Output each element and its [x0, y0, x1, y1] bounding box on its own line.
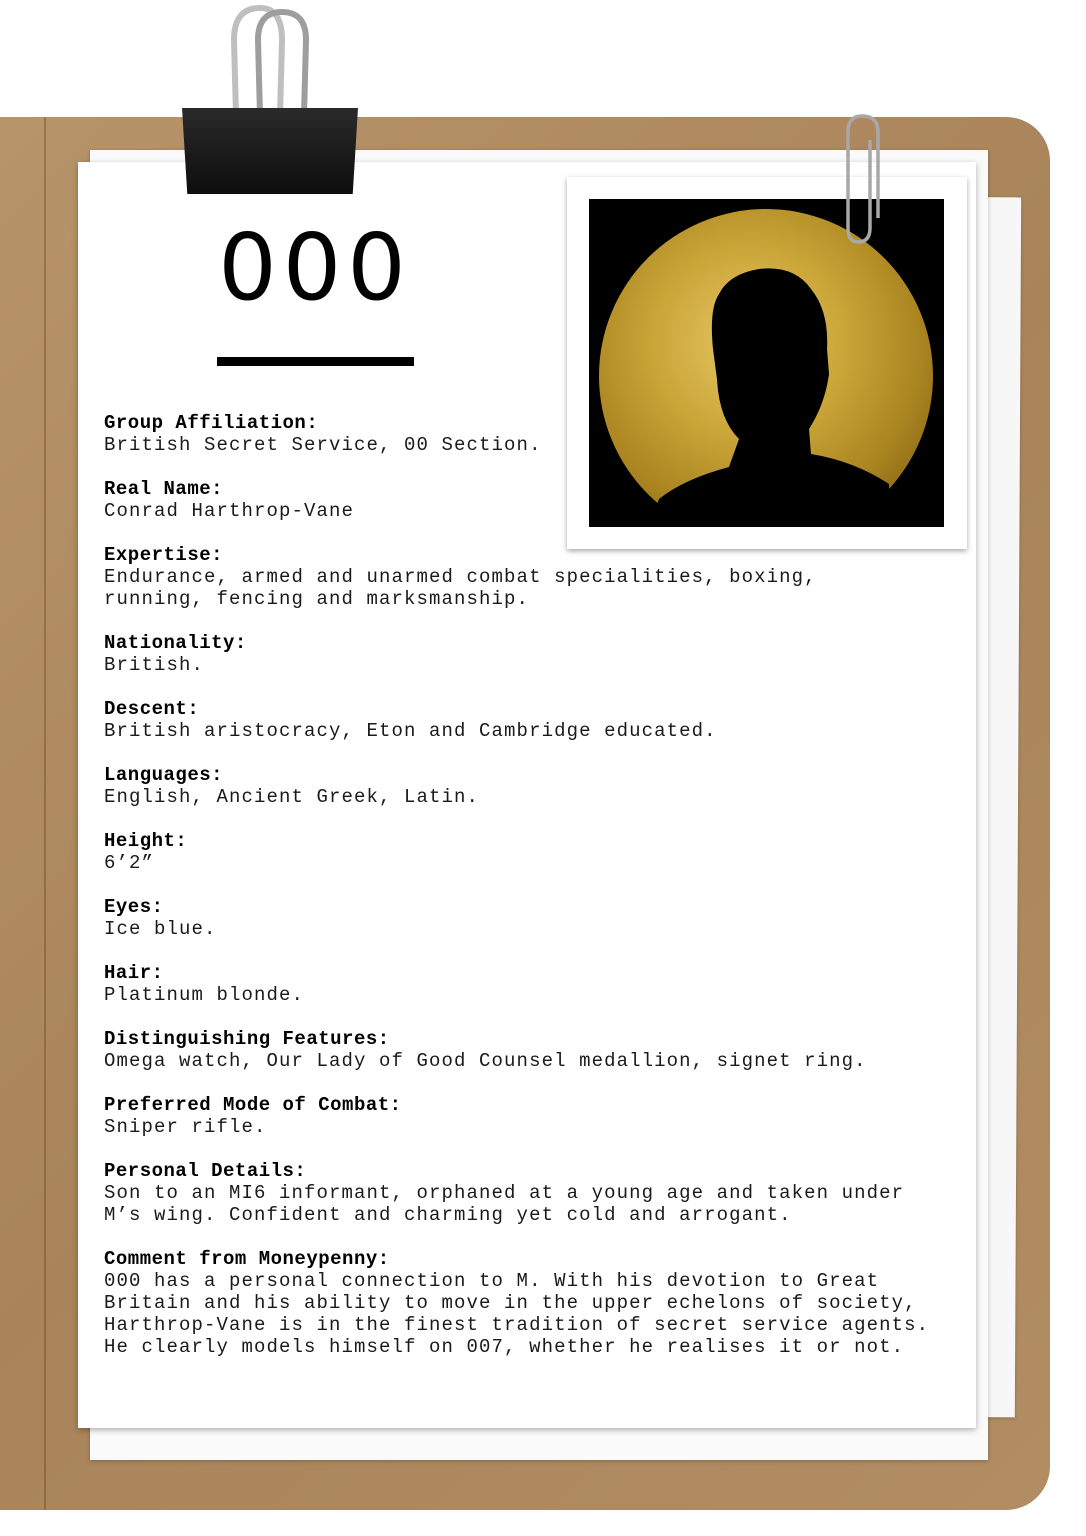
field-hair	[104, 962, 984, 1006]
field-nationality	[104, 632, 984, 676]
field-label: Personal Details:	[104, 1160, 307, 1182]
field-label: Expertise:	[104, 544, 224, 566]
field-group-affiliation	[104, 412, 984, 456]
title-underline	[217, 357, 414, 366]
field-real-name	[104, 478, 984, 522]
field-label: Languages:	[104, 764, 224, 786]
field-moneypenny-comment	[104, 1248, 984, 1358]
field-languages	[104, 764, 984, 808]
field-label: Nationality:	[104, 632, 247, 654]
field-label: Comment from Moneypenny:	[104, 1248, 390, 1270]
folder-spine	[44, 117, 46, 1510]
binder-clip-body	[182, 108, 358, 194]
field-value: British.	[104, 654, 205, 676]
field-value: British aristocracy, Eton and Cambridge educated.	[104, 720, 717, 742]
field-height	[104, 830, 984, 874]
paperclip-icon	[840, 110, 890, 250]
field-expertise	[104, 544, 984, 610]
field-label: Eyes:	[104, 896, 164, 918]
agent-code-title: 000	[218, 214, 412, 321]
field-label: Group Affiliation:	[104, 412, 319, 434]
field-label: Descent:	[104, 698, 200, 720]
dossier-fields	[104, 412, 984, 1380]
field-value: Ice blue.	[104, 918, 217, 940]
field-value: English, Ancient Greek, Latin.	[104, 786, 480, 808]
field-label: Hair:	[104, 962, 164, 984]
field-value: Sniper rifle.	[104, 1116, 267, 1138]
field-label: Preferred Mode of Combat:	[104, 1094, 402, 1116]
field-label: Real Name:	[104, 478, 224, 500]
field-value: Son to an MI6 informant, orphaned at a young age and taken under M’s wing. Confident and charming yet cold and arrogant.	[104, 1182, 905, 1226]
field-value: 6’2”	[104, 852, 155, 874]
field-eyes	[104, 896, 984, 940]
field-label: Distinguishing Features:	[104, 1028, 390, 1050]
field-descent	[104, 698, 984, 742]
field-value: Conrad Harthrop-Vane	[104, 500, 355, 522]
field-personal-details	[104, 1160, 984, 1226]
field-value: Platinum blonde.	[104, 984, 305, 1006]
field-value: 000 has a personal connection to M. With his devotion to Great Britain and his ability to move in the upper echelons of society, Harthrop-Vane is in the finest tradition of secret service agents. He clearly models himself on 007, whether he realises it or not.	[104, 1270, 930, 1358]
field-preferred-combat	[104, 1094, 984, 1138]
field-distinguishing-features	[104, 1028, 984, 1072]
field-value: British Secret Service, 00 Section.	[104, 434, 542, 456]
field-label: Height:	[104, 830, 188, 852]
field-value: Endurance, armed and unarmed combat specialities, boxing, running, fencing and marksmanship.	[104, 566, 817, 610]
field-value: Omega watch, Our Lady of Good Counsel medallion, signet ring.	[104, 1050, 867, 1072]
